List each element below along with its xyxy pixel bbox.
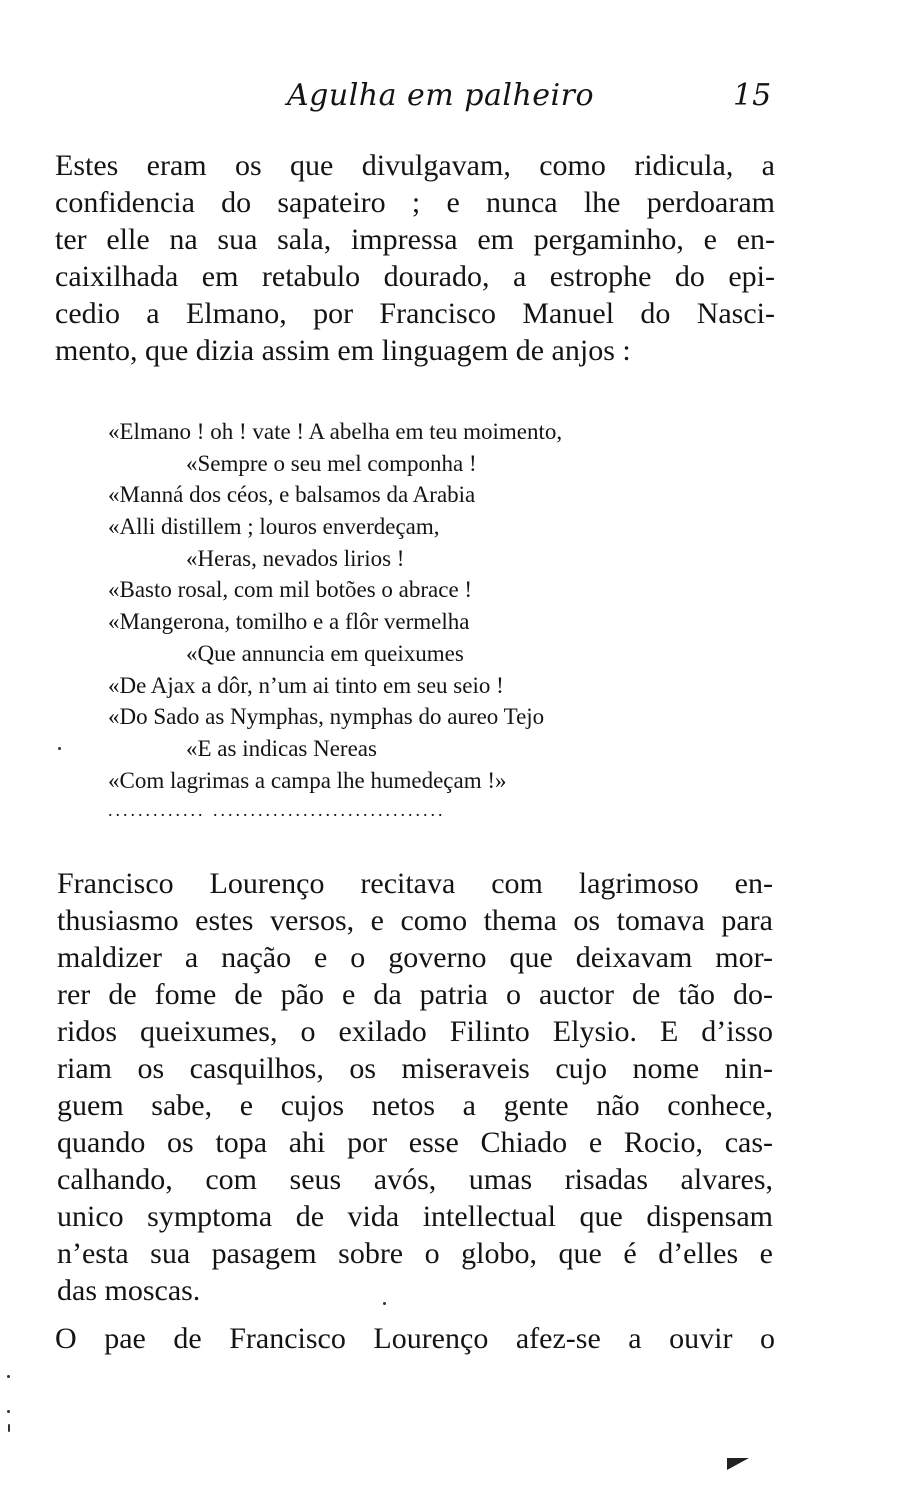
text-line: caixilhada em retabulo dourado, a estrophe do epi- <box>55 260 775 293</box>
verse-line: «E as indicas Nereas <box>186 735 377 761</box>
text-line: O pae de Francisco Lourenço afez-se a ouvir o <box>55 1322 775 1355</box>
running-header <box>0 78 900 118</box>
verse-line: «Sempre o seu mel componha ! <box>186 450 477 476</box>
text-line: confidencia do sapateiro ; e nunca lhe perdoaram <box>55 186 775 219</box>
text-line: unico symptoma de vida intellectual que dispensam <box>57 1200 773 1233</box>
verse-line: «Mangerona, tomilho e a flôr vermelha <box>108 609 470 635</box>
text-line: Francisco Lourenço recitava com lagrimoso en- <box>57 867 773 900</box>
text-line: maldizer a nação e o governo que deixavam mor- <box>57 941 773 974</box>
verse-line: «Elmano ! oh ! vate ! A abelha em teu moimento, <box>108 419 563 444</box>
omission-dots: ............. ............................... <box>108 800 446 820</box>
text-line: quando os topa ahi por esse Chiado e Rocio, cas- <box>57 1126 773 1159</box>
scan-speck <box>8 1424 10 1432</box>
text-line: rer de fome de pão e da patria o auctor de tão do- <box>57 978 773 1011</box>
verse-line: «Alli distillem ; louros enverdeçam, <box>108 514 440 540</box>
scan-speck <box>7 1410 10 1413</box>
scan-speck <box>383 1302 386 1305</box>
text-line: ter elle na sua sala, impressa em pergaminho, e en- <box>55 223 775 256</box>
verse-line: «De Ajax a dôr, n’um ai tinto em seu seio ! <box>108 672 504 698</box>
scan-speck <box>58 747 61 750</box>
verse-line: «Do Sado as Nymphas, nymphas do aureo Tejo <box>108 704 545 730</box>
text-line: riam os casquilhos, os miseraveis cujo nome nin- <box>57 1052 773 1085</box>
verse-line: «Basto rosal, com mil botões o abrace ! <box>108 577 473 603</box>
text-line: thusiasmo estes versos, e como thema os tomava para <box>57 904 773 937</box>
text-line: n’esta sua pasagem sobre o globo, que é d’elles e <box>57 1237 773 1270</box>
text-line: das moscas. <box>57 1274 201 1307</box>
text-line: mento, que dizia assim em linguagem de anjos : <box>55 334 631 367</box>
text-line: ridos queixumes, o exilado Filinto Elysio. E d’isso <box>57 1015 773 1048</box>
verse-line: «Manná dos céos, e balsamos da Arabia <box>108 482 476 508</box>
scan-speck <box>7 1375 10 1378</box>
text-line: guem sabe, e cujos netos a gente não conhece, <box>57 1089 773 1122</box>
page-corner-mark <box>727 1458 749 1470</box>
verse-line: «Com lagrimas a campa lhe humedeçam !» <box>108 767 507 793</box>
paragraph-1 <box>55 147 775 369</box>
paragraph-3 <box>55 1320 775 1357</box>
text-line: calhando, com seus avós, umas risadas alvares, <box>57 1163 773 1196</box>
text-line: Estes eram os que divulgavam, como ridicula, a <box>55 149 775 182</box>
text-line: cedio a Elmano, por Francisco Manuel do Nasci- <box>55 297 775 330</box>
verse-line: «Heras, nevados lirios ! <box>186 545 405 571</box>
page-number: 15 <box>733 78 772 113</box>
running-title: Agulha em palheiro <box>287 78 595 113</box>
paragraph-2 <box>57 865 773 1309</box>
verse-block <box>108 416 748 796</box>
verse-line: «Que annuncia em queixumes <box>186 640 464 666</box>
